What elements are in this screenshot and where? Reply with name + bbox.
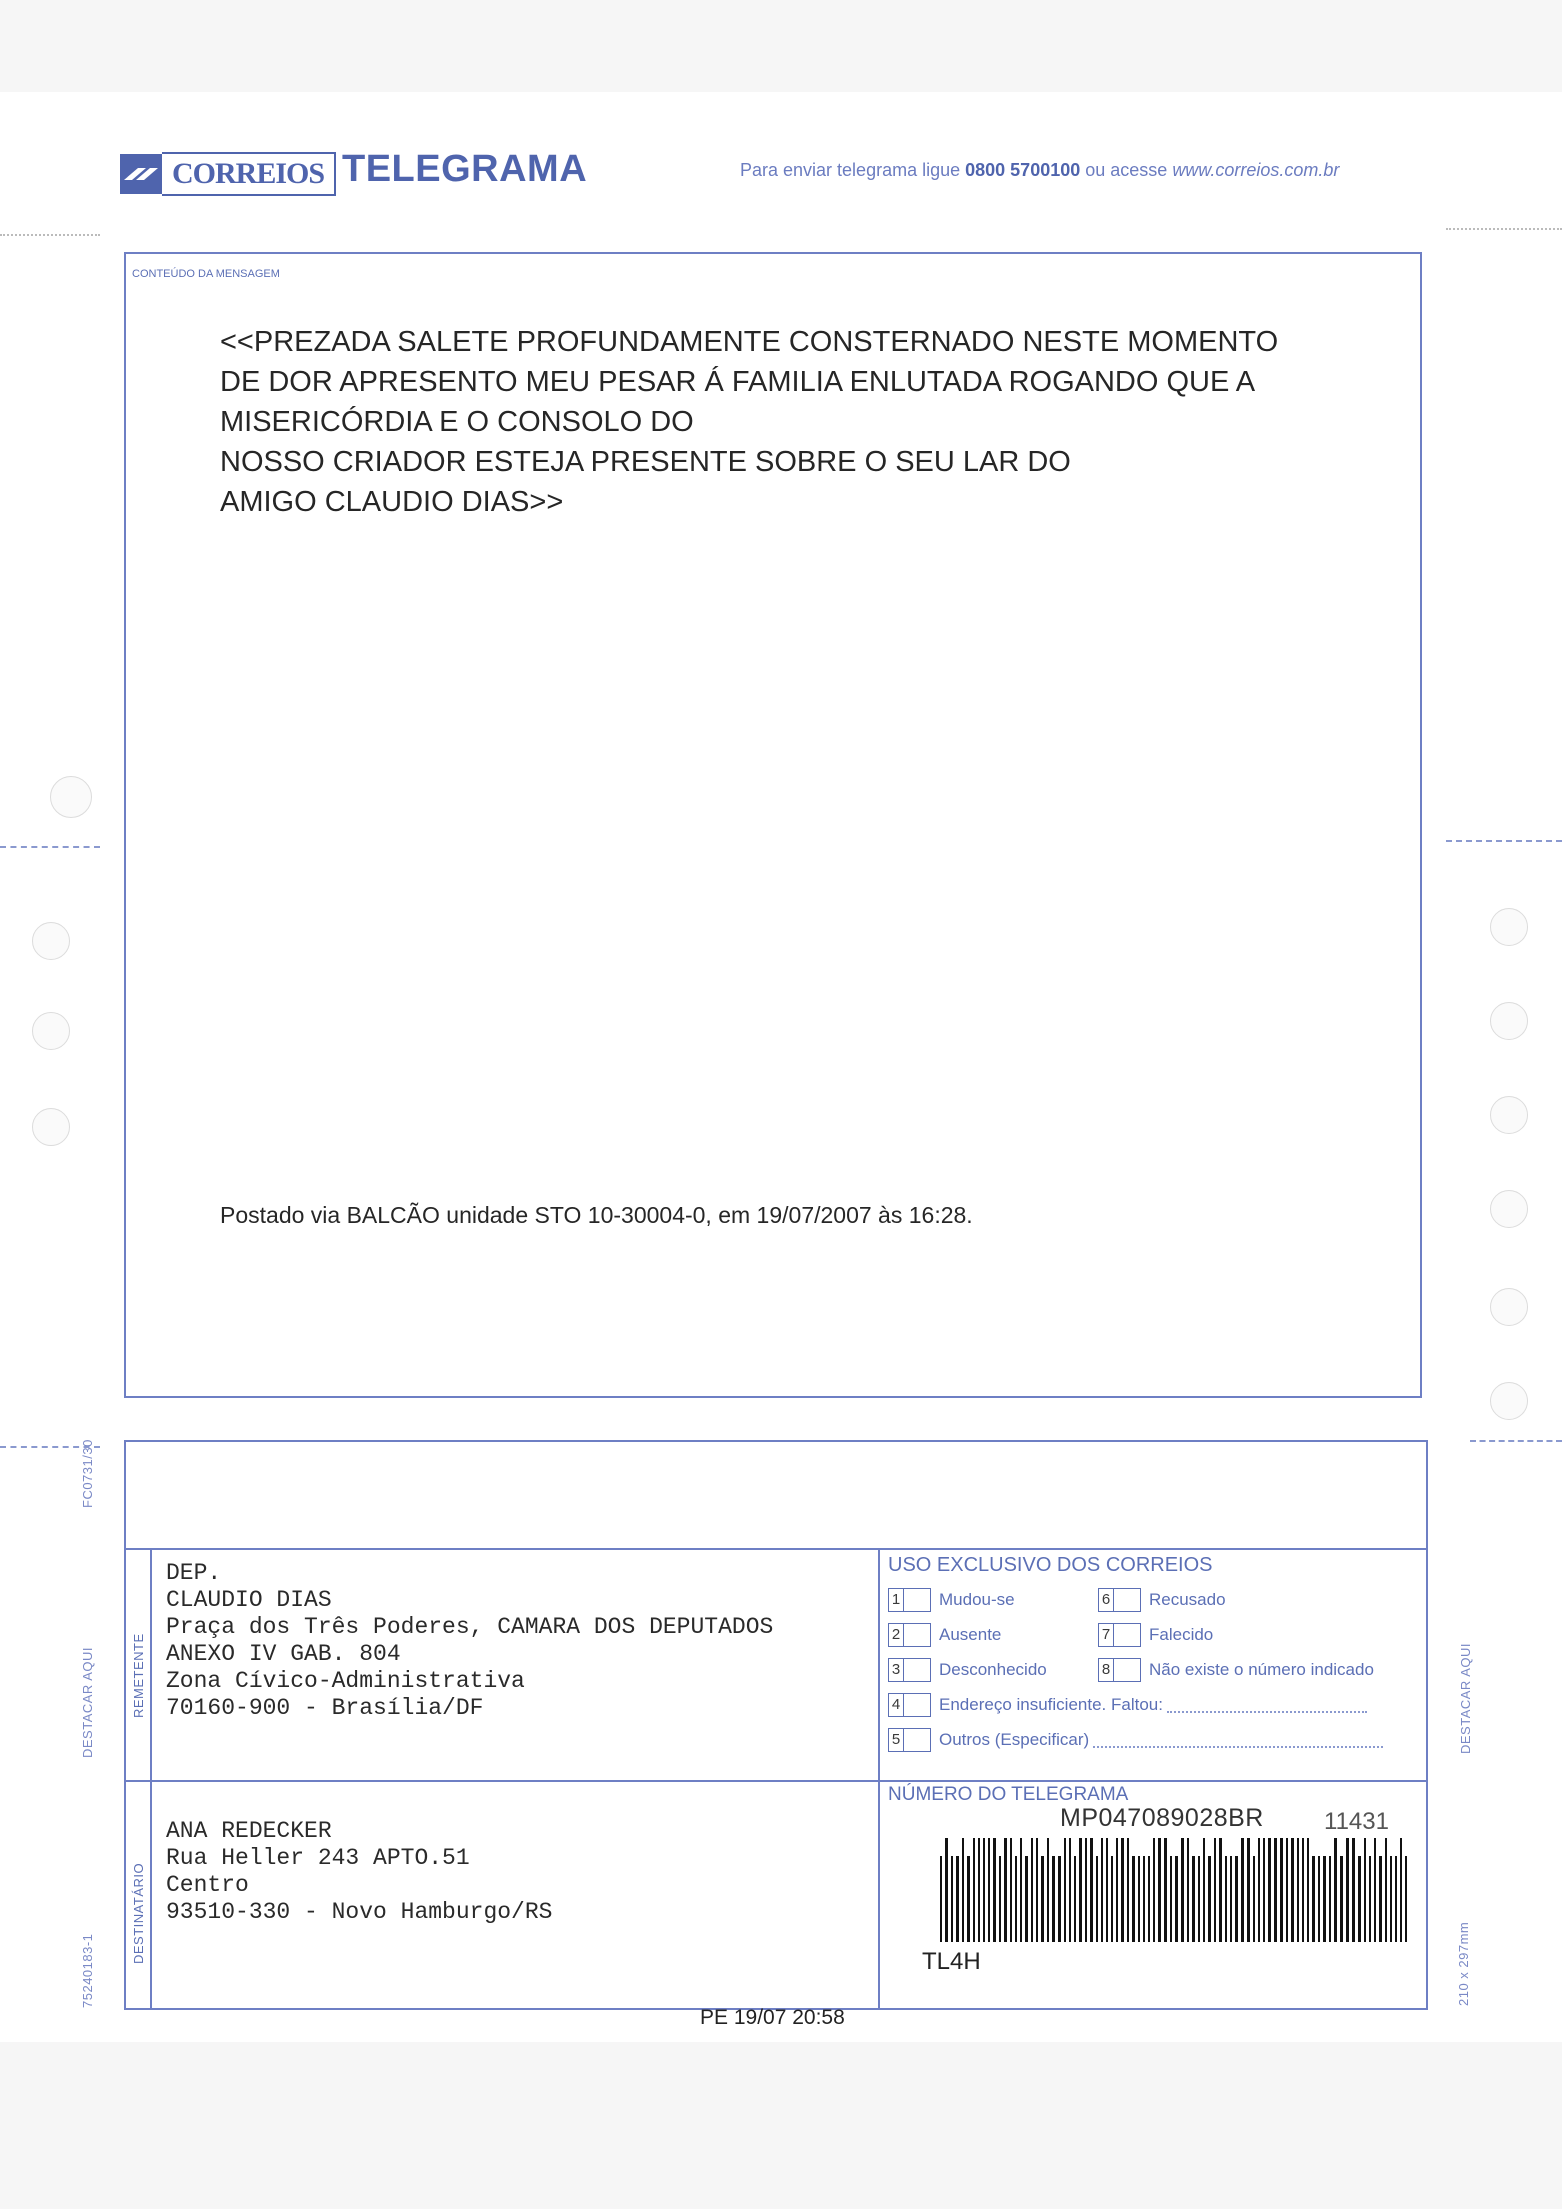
barcode-bar [1291, 1838, 1294, 1942]
barcode [936, 1838, 1414, 1948]
uso-exclusivo-title: USO EXCLUSIVO DOS CORREIOS [888, 1554, 1213, 1576]
barcode-bar [1235, 1856, 1238, 1942]
perforation-line [1470, 1440, 1562, 1442]
sender-line: DEP. [166, 1560, 222, 1586]
address-block [124, 1440, 1428, 2010]
message-line: NOSSO CRIADOR ESTEJA PRESENTE SOBRE O SEU LAR DO [220, 446, 1071, 478]
tear-line [0, 234, 100, 236]
checkbox[interactable] [904, 1728, 931, 1752]
barcode-bar [988, 1838, 990, 1942]
website-link[interactable]: www.correios.com.br [1172, 160, 1340, 180]
divider [878, 1548, 880, 2008]
barcode-bar [1247, 1838, 1250, 1942]
barcode-bar [1036, 1838, 1038, 1942]
barcode-bar [1225, 1856, 1227, 1942]
telegram-number-title: NÚMERO DO TELEGRAMA [888, 1784, 1129, 1805]
barcode-bar [1064, 1838, 1066, 1942]
telegram-extra-number: 11431 [1324, 1808, 1389, 1835]
punch-hole [1490, 1190, 1528, 1228]
checkbox[interactable] [1114, 1623, 1141, 1647]
recipient-line: Centro [166, 1872, 249, 1898]
barcode-bar [1214, 1838, 1216, 1942]
barcode-bar [1074, 1856, 1076, 1942]
option-endereco-insuficiente[interactable]: 4 Endereço insuficiente. Faltou: [888, 1693, 1367, 1717]
message-box [124, 252, 1422, 1398]
barcode-bar [993, 1838, 996, 1942]
posted-info: Postado via BALCÃO unidade STO 10-30004-0, em 19/07/2007 às 16:28. [220, 1202, 973, 1228]
barcode-bar [1085, 1838, 1087, 1942]
barcode-bar [1385, 1838, 1387, 1942]
barcode-bar [962, 1838, 964, 1942]
barcode-bar [1058, 1856, 1061, 1942]
barcode-bar [1175, 1856, 1178, 1942]
message-line: <<PREZADA SALETE PROFUNDAMENTE CONSTERNADO NESTE MOMENTO [220, 326, 1279, 358]
logo-text: CORREIOS [162, 152, 336, 196]
barcode-bar [1253, 1856, 1255, 1942]
barcode-bar [1323, 1856, 1326, 1942]
barcode-bar [1111, 1856, 1113, 1942]
barcode-bar [1025, 1856, 1028, 1942]
message-line: MISERICÓRDIA E O CONSOLO DO [220, 406, 694, 438]
punch-hole [1490, 1096, 1528, 1134]
barcode-bar [1181, 1838, 1184, 1942]
punch-hole [32, 1108, 70, 1146]
barcode-bar [1164, 1838, 1167, 1942]
sender-label: REMETENTE [131, 1633, 146, 1718]
message-line: DE DOR APRESENTO MEU PESAR Á FAMILIA ENLUTADA ROGANDO QUE A [220, 366, 1256, 398]
option-ausente[interactable]: 2 Ausente [888, 1623, 1001, 1647]
barcode-bar [1352, 1838, 1355, 1942]
form-code: FC0731/30 [80, 1439, 95, 1508]
barcode-bar [1004, 1838, 1007, 1942]
option-recusado[interactable]: 6 Recusado [1098, 1588, 1226, 1612]
option-desconhecido[interactable]: 3 Desconhecido [888, 1658, 1047, 1682]
barcode-bar [1358, 1856, 1361, 1942]
barcode-bar [1390, 1856, 1392, 1942]
tear-line [1446, 228, 1562, 230]
sender-address [166, 1560, 773, 1722]
checkbox[interactable] [904, 1658, 931, 1682]
barcode-bar [1198, 1856, 1200, 1942]
barcode-bar [1090, 1838, 1093, 1942]
barcode-bar [1203, 1838, 1205, 1942]
barcode-bar [1258, 1838, 1260, 1942]
info-middle: ou acesse [1080, 160, 1173, 180]
barcode-bar [967, 1856, 970, 1942]
barcode-bar [956, 1856, 959, 1942]
barcode-bar [945, 1838, 948, 1942]
paper-size: 210 x 297mm [1456, 1921, 1471, 2006]
barcode-bar [1187, 1838, 1189, 1942]
message-label: CONTEÚDO DA MENSAGEM [132, 268, 280, 280]
tracking-code: MP047089028BR [1060, 1804, 1264, 1832]
barcode-bar [940, 1856, 942, 1942]
divider [126, 1548, 1426, 1550]
barcode-bar [1143, 1856, 1145, 1942]
punch-hole [1490, 1288, 1528, 1326]
barcode-bar [1405, 1856, 1407, 1942]
recipient-line: Rua Heller 243 APTO.51 [166, 1845, 470, 1871]
option-nao-existe-numero[interactable]: 8 Não existe o número indicado [1098, 1658, 1374, 1682]
barcode-bar [1400, 1838, 1402, 1942]
document-title: TELEGRAMA [342, 148, 588, 190]
detach-here-right: DESTACAR AQUI [1458, 1642, 1473, 1754]
sender-line: 70160-900 - Brasília/DF [166, 1695, 484, 1721]
punch-hole [32, 922, 70, 960]
barcode-bar [1369, 1856, 1371, 1942]
barcode-bar [1116, 1838, 1118, 1942]
barcode-bar [1041, 1856, 1044, 1942]
barcode-bar [1286, 1838, 1288, 1942]
route-code: TL4H [922, 1948, 981, 1975]
punch-hole [1490, 908, 1528, 946]
option-falecido[interactable]: 7 Falecido [1098, 1623, 1213, 1647]
sender-line: ANEXO IV GAB. 804 [166, 1641, 401, 1667]
punch-hole [32, 1012, 70, 1050]
barcode-bar [1329, 1856, 1331, 1942]
barcode-bar [1079, 1838, 1082, 1942]
barcode-bar [999, 1856, 1001, 1942]
barcode-bar [1020, 1838, 1022, 1942]
barcode-bar [1170, 1856, 1172, 1942]
barcode-bar [1297, 1838, 1299, 1942]
barcode-bar [1031, 1838, 1033, 1942]
barcode-bar [1121, 1838, 1124, 1942]
barcode-bar [1268, 1838, 1271, 1942]
barcode-bar [1069, 1838, 1071, 1942]
sender-line: Praça dos Três Poderes, CAMARA DOS DEPUTADOS [166, 1614, 774, 1640]
barcode-bar [1302, 1838, 1304, 1942]
message-body [220, 322, 1278, 522]
sender-line: CLAUDIO DIAS [166, 1587, 332, 1613]
barcode-bar [1280, 1838, 1283, 1942]
checkbox[interactable] [904, 1588, 931, 1612]
barcode-bar [951, 1856, 953, 1942]
barcode-bar [1395, 1856, 1397, 1942]
correios-logo [120, 152, 336, 196]
barcode-bar [1241, 1838, 1244, 1942]
barcode-bar [1274, 1838, 1277, 1942]
barcode-bar [1312, 1856, 1315, 1942]
barcode-bar [978, 1838, 980, 1942]
barcode-bar [1158, 1838, 1161, 1942]
barcode-bar [1307, 1838, 1309, 1942]
recipient-line: 93510-330 - Novo Hamburgo/RS [166, 1899, 553, 1925]
barcode-bar [1346, 1838, 1349, 1942]
barcode-bar [1096, 1856, 1098, 1942]
barcode-bar [1127, 1838, 1129, 1942]
recipient-label: DESTINATÁRIO [131, 1862, 146, 1964]
sender-line: Zona Cívico-Administrativa [166, 1668, 525, 1694]
info-prefix: Para enviar telegrama ligue [740, 160, 966, 180]
detach-here-left: DESTACAR AQUI [80, 1646, 95, 1758]
option-outros[interactable]: 5 Outros (Especificar) [888, 1728, 1383, 1752]
barcode-bar [1132, 1856, 1135, 1942]
barcode-bar [1230, 1856, 1232, 1942]
barcode-bar [1106, 1838, 1108, 1942]
option-mudou-se[interactable]: 1 Mudou-se [888, 1588, 1015, 1612]
correios-arrows-icon [120, 154, 162, 194]
barcode-bar [1379, 1856, 1382, 1942]
phone-number: 0800 5700100 [965, 160, 1081, 180]
barcode-bar [1153, 1838, 1155, 1942]
divider [126, 1780, 1426, 1782]
barcode-bar [1318, 1856, 1320, 1942]
recipient-line: ANA REDECKER [166, 1818, 332, 1844]
barcode-bar [1047, 1838, 1049, 1942]
punch-hole [50, 776, 92, 818]
perforation-line [1446, 840, 1562, 842]
barcode-bar [1334, 1838, 1337, 1942]
divider [150, 1548, 152, 2008]
recipient-address [166, 1818, 552, 1926]
processing-stamp: PE 19/07 20:58 [700, 2006, 845, 2029]
barcode-bar [1219, 1838, 1222, 1942]
print-code: 75240183-1 [80, 1933, 95, 2008]
barcode-bar [1148, 1856, 1150, 1942]
barcode-bar [1010, 1838, 1012, 1942]
message-line: AMIGO CLAUDIO DIAS>> [220, 486, 564, 518]
barcode-bar [1192, 1856, 1195, 1942]
barcode-bar [1364, 1838, 1366, 1942]
barcode-bar [973, 1838, 975, 1942]
barcode-bar [1138, 1856, 1140, 1942]
barcode-bar [1208, 1856, 1211, 1942]
checkbox[interactable] [1114, 1658, 1141, 1682]
checkbox[interactable] [904, 1623, 931, 1647]
barcode-bar [983, 1838, 985, 1942]
punch-hole [1490, 1002, 1528, 1040]
barcode-bar [1015, 1856, 1017, 1942]
contact-info [740, 160, 1339, 181]
checkbox[interactable] [904, 1693, 931, 1717]
barcode-bar [1374, 1838, 1376, 1942]
barcode-bar [1340, 1856, 1343, 1942]
barcode-bar [1101, 1838, 1103, 1942]
perforation-line [0, 846, 100, 848]
checkbox[interactable] [1114, 1588, 1141, 1612]
punch-hole [1490, 1382, 1528, 1420]
barcode-bar [1052, 1856, 1055, 1942]
barcode-bar [1263, 1838, 1265, 1942]
